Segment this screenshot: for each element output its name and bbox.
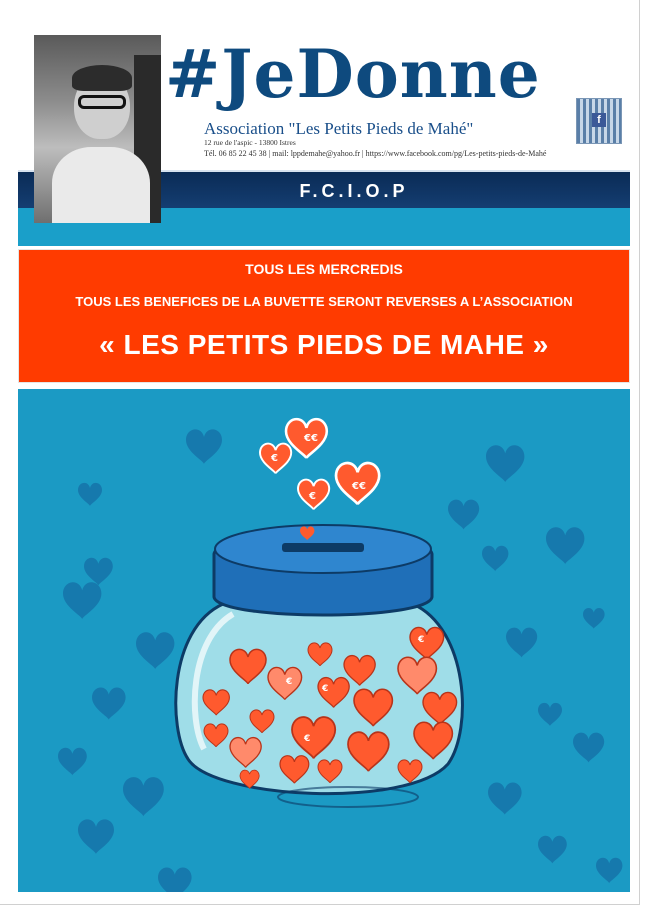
- svg-text:€€: €€: [304, 433, 318, 444]
- coin-slot: [282, 543, 364, 552]
- svg-text:€: €: [418, 635, 425, 645]
- banner-line-day: TOUS LES MERCREDIS: [245, 261, 403, 277]
- child-photo: [34, 35, 161, 223]
- banner-line-benefits: TOUS LES BENEFICES DE LA BUVETTE SERONT REVERSES A L’ASSOCIATION: [75, 294, 573, 309]
- svg-text:€: €: [304, 734, 311, 744]
- floating-hearts: [260, 419, 379, 509]
- svg-text:€: €: [271, 453, 278, 464]
- association-address: 12 rue de l'aspic - 13800 Istres: [204, 138, 296, 147]
- club-name: F.C.I.O.P: [299, 181, 409, 201]
- hair-shape: [72, 65, 132, 91]
- association-name: Association "Les Petits Pieds de Mahé": [204, 119, 474, 138]
- page-title: #JeDonne: [165, 35, 541, 113]
- association-contact: Tél. 06 85 22 45 38 | mail: lppdemahe@yahoo.fr | https://www.facebook.com/pg/Les-petits-pieds-de-Mahé: [204, 149, 547, 158]
- banner-line-association: « LES PETITS PIEDS DE MAHE »: [99, 329, 549, 360]
- body-shape: [52, 147, 150, 223]
- event-banner: [18, 249, 630, 383]
- facebook-icon: f: [592, 113, 606, 127]
- svg-text:€: €: [286, 677, 293, 687]
- svg-text:€: €: [322, 684, 329, 694]
- glasses-shape: [78, 95, 126, 109]
- svg-text:€€: €€: [352, 481, 366, 492]
- qr-code[interactable]: [576, 98, 622, 144]
- svg-text:€: €: [309, 491, 316, 502]
- heart-jar-illustration: [18, 389, 630, 892]
- heart-jar-icon: [18, 389, 630, 892]
